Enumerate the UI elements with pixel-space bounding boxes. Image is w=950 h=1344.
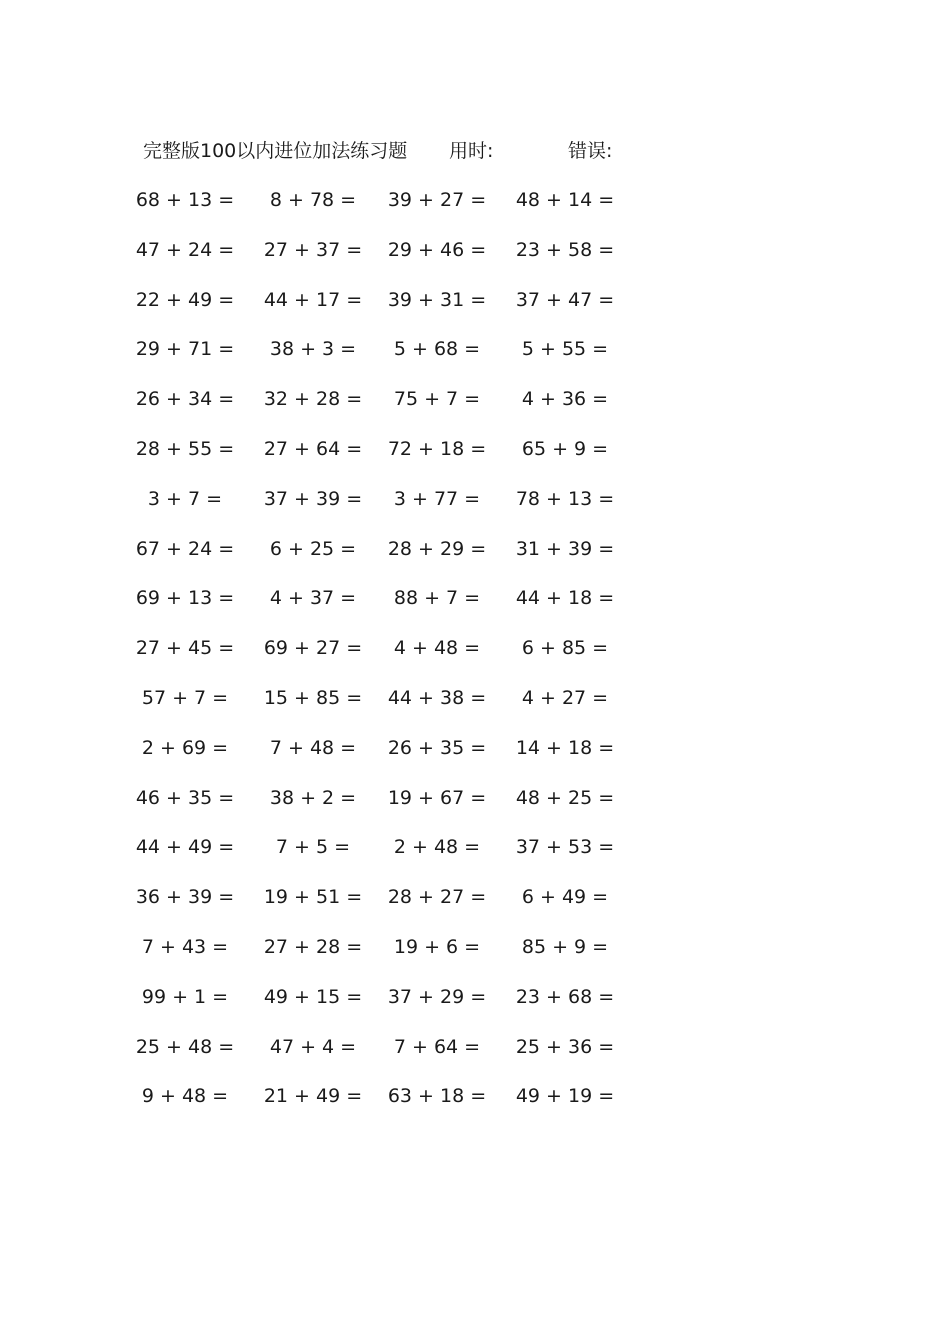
problem-item: 99 + 1 =	[141, 985, 229, 1008]
problem-item: 4 + 36 =	[521, 388, 609, 411]
problem-row	[130, 286, 650, 336]
problem-item: 68 + 13 =	[135, 189, 235, 211]
problem-row	[130, 385, 650, 435]
problem-item: 25 + 48 =	[135, 1035, 235, 1058]
problem-item: 21 + 49 =	[263, 1085, 363, 1108]
problem-item: 57 + 7 =	[141, 686, 229, 709]
problem-item: 27 + 37 =	[263, 238, 363, 261]
problem-item: 69 + 27 =	[263, 637, 363, 660]
problem-item: 32 + 28 =	[263, 388, 363, 411]
problem-item: 7 + 64 =	[393, 1035, 481, 1058]
problem-item: 6 + 49 =	[521, 886, 609, 909]
problem-item: 2 + 48 =	[393, 836, 481, 859]
problem-item: 28 + 29 =	[387, 537, 487, 560]
problem-item: 31 + 39 =	[515, 537, 615, 560]
problem-item: 88 + 7 =	[393, 587, 481, 610]
problem-item: 38 + 2 =	[269, 786, 357, 809]
problem-item: 2 + 69 =	[141, 736, 229, 759]
problem-row	[130, 684, 650, 734]
problem-item: 39 + 31 =	[387, 288, 487, 311]
problem-item: 19 + 51 =	[263, 886, 363, 909]
errors-label: 错误:	[568, 140, 613, 162]
problem-item: 48 + 14 =	[515, 189, 615, 211]
problem-item: 14 + 18 =	[515, 736, 615, 759]
problem-row	[130, 584, 650, 634]
problem-item: 44 + 49 =	[135, 836, 235, 859]
problem-row	[130, 983, 650, 1033]
problem-item: 19 + 67 =	[387, 786, 487, 809]
problem-item: 75 + 7 =	[393, 388, 481, 411]
problem-item: 23 + 68 =	[515, 985, 615, 1008]
problem-item: 48 + 25 =	[515, 786, 615, 809]
problem-item: 26 + 34 =	[135, 388, 235, 411]
problem-item: 37 + 39 =	[263, 487, 363, 510]
problem-item: 22 + 49 =	[135, 288, 235, 311]
problem-row	[130, 634, 650, 684]
problem-item: 72 + 18 =	[387, 437, 487, 460]
problem-item: 25 + 36 =	[515, 1035, 615, 1058]
problem-row	[130, 186, 650, 236]
problem-item: 4 + 37 =	[269, 587, 357, 610]
problem-item: 37 + 53 =	[515, 836, 615, 859]
problem-item: 27 + 45 =	[135, 637, 235, 660]
problem-item: 39 + 27 =	[387, 189, 487, 211]
problem-row	[130, 1082, 650, 1132]
problem-item: 49 + 19 =	[515, 1085, 615, 1108]
problem-item: 29 + 71 =	[135, 338, 235, 361]
worksheet-title: 完整版100以内进位加法练习题	[143, 140, 408, 162]
problem-row	[130, 933, 650, 983]
problem-item: 7 + 48 =	[269, 736, 357, 759]
problem-row	[130, 335, 650, 385]
problem-item: 3 + 7 =	[147, 487, 223, 510]
problem-row	[130, 435, 650, 485]
problem-item: 3 + 77 =	[393, 487, 481, 510]
time-label: 用时:	[449, 140, 494, 162]
problem-row	[130, 734, 650, 784]
problem-row	[130, 883, 650, 933]
problem-item: 27 + 64 =	[263, 437, 363, 460]
problem-item: 36 + 39 =	[135, 886, 235, 909]
problem-item: 65 + 9 =	[521, 437, 609, 460]
problem-item: 44 + 17 =	[263, 288, 363, 311]
problem-item: 5 + 68 =	[393, 338, 481, 361]
problem-item: 5 + 55 =	[521, 338, 609, 361]
problem-item: 67 + 24 =	[135, 537, 235, 560]
problem-item: 7 + 5 =	[275, 836, 351, 859]
problem-item: 63 + 18 =	[387, 1085, 487, 1108]
problem-item: 37 + 29 =	[387, 985, 487, 1008]
problem-row	[130, 485, 650, 535]
problem-item: 4 + 48 =	[393, 637, 481, 660]
problem-item: 37 + 47 =	[515, 288, 615, 311]
problem-item: 46 + 35 =	[135, 786, 235, 809]
problem-row	[130, 833, 650, 883]
problem-item: 26 + 35 =	[387, 736, 487, 759]
problem-item: 28 + 27 =	[387, 886, 487, 909]
problem-row	[130, 535, 650, 585]
problem-item: 23 + 58 =	[515, 238, 615, 261]
problem-item: 44 + 38 =	[387, 686, 487, 709]
problem-item: 28 + 55 =	[135, 437, 235, 460]
problem-item: 27 + 28 =	[263, 935, 363, 958]
problem-item: 15 + 85 =	[263, 686, 363, 709]
problem-item: 47 + 24 =	[135, 238, 235, 261]
problem-grid	[130, 186, 650, 1132]
problem-item: 29 + 46 =	[387, 238, 487, 261]
problem-item: 8 + 78 =	[269, 189, 357, 211]
problem-row	[130, 236, 650, 286]
problem-item: 69 + 13 =	[135, 587, 235, 610]
problem-item: 78 + 13 =	[515, 487, 615, 510]
problem-item: 47 + 4 =	[269, 1035, 357, 1058]
problem-item: 38 + 3 =	[269, 338, 357, 361]
problem-row	[130, 784, 650, 834]
problem-item: 6 + 85 =	[521, 637, 609, 660]
problem-item: 44 + 18 =	[515, 587, 615, 610]
problem-item: 9 + 48 =	[141, 1085, 229, 1108]
problem-item: 49 + 15 =	[263, 985, 363, 1008]
problem-item: 6 + 25 =	[269, 537, 357, 560]
problem-row	[130, 1033, 650, 1083]
worksheet-header	[143, 137, 663, 165]
problem-item: 4 + 27 =	[521, 686, 609, 709]
problem-item: 7 + 43 =	[141, 935, 229, 958]
problem-item: 85 + 9 =	[521, 935, 609, 958]
problem-item: 19 + 6 =	[393, 935, 481, 958]
